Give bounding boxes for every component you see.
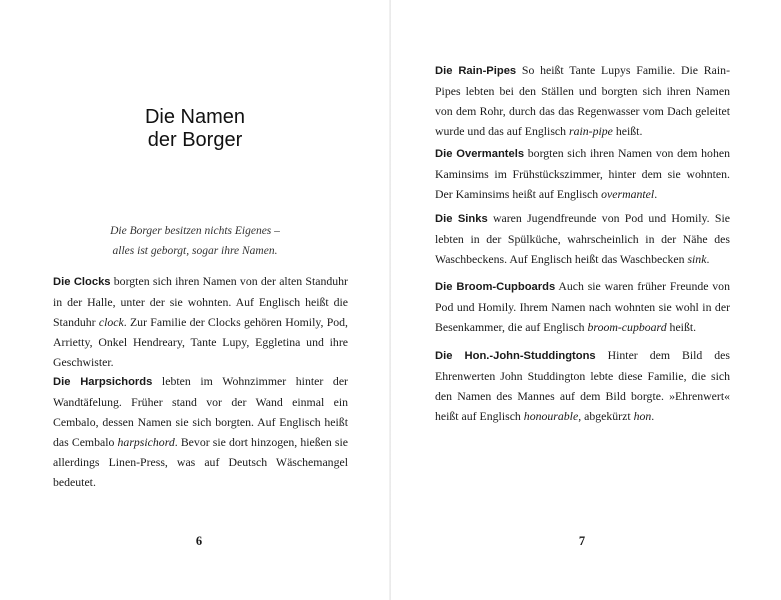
page-title [0, 106, 390, 152]
entry-term: Die Clocks [53, 276, 111, 288]
entry-english-word: rain-pipe [569, 124, 613, 138]
entry-hon-john-studdingtons [435, 345, 730, 426]
entry-text: So heißt Tante Lupys Familie. Die Rain-Pipes lebten bei den Ställen und borgten sich ihren Namen von dem Rohr, durch das das Regenwasser vom Dach geleitet wurde und das auf Englisch [435, 63, 730, 138]
entry-term: Die Rain-Pipes [435, 65, 517, 77]
entry-text: , abgekürzt [578, 409, 634, 423]
entry-english-word: clock [98, 315, 124, 329]
entry-text: . [651, 409, 655, 423]
entry-text: . [654, 187, 658, 201]
entry-harpsichords [53, 371, 348, 492]
entry-term: Die Harpsichords [53, 376, 153, 388]
entry-term: Die Broom-Cupboards [435, 281, 556, 293]
entry-text: borgten sich ihren Namen von dem hohen Kaminsims im Frühstückszimmer, hinter dem sie wohnten. Der Kaminsims heißt auf Englisch [435, 146, 730, 201]
entry-english-abbreviation: hon [633, 409, 652, 423]
entry-english-word: overmantel [601, 187, 655, 201]
entry-broom-cupboards [435, 276, 730, 337]
motto [0, 221, 390, 261]
entry-term: Die Sinks [435, 213, 488, 225]
entry-rain-pipes [435, 60, 730, 141]
motto-line-1: Die Borger besitzen nichts Eigenes – [110, 225, 280, 237]
entry-sinks [435, 208, 730, 269]
entry-text: . Bevor sie dort hinzogen, hießen sie allerdings Linen-Press, was auf Deutsch Wäschemangel bedeutet. [53, 435, 348, 489]
right-page [391, 0, 781, 600]
motto-line-2: alles ist geborgt, sogar ihre Namen. [112, 245, 278, 257]
entry-overmantels [435, 143, 730, 204]
entry-english-word: honourable [523, 409, 579, 423]
entry-text: borgten sich ihren Namen von der alten Standuhr in der Halle, unter der sie wohnten. Auf Englisch heißt die Standuhr [53, 274, 348, 329]
entry-text: Auch sie waren früher Freunde von Pod und Homily. Ihrem Namen nach wohnten sie wohl in der Besenkammer, die auf Englisch [435, 279, 730, 334]
entry-term: Die Overmantels [435, 148, 525, 160]
title-line-1: Die Namen [144, 106, 246, 128]
entry-term: Die Hon.-John-Studdingtons [435, 350, 596, 362]
page-number: 6 [195, 534, 203, 548]
page-number: 7 [578, 534, 586, 548]
entry-text: heißt. [666, 320, 697, 334]
entry-clocks [53, 271, 348, 372]
entry-text: Hinter dem Bild des Ehrenwerten John Studdington lebte diese Familie, die sich den Namen des Mannes auf dem Bild borgte. »Ehrenwert« heißt auf Englisch [435, 348, 730, 423]
title-line-2: der Borger [147, 129, 243, 151]
entry-english-word: sink [687, 252, 707, 266]
entry-english-word: harpsichord [117, 435, 175, 449]
entry-text: heißt. [612, 124, 643, 138]
entry-text: . Zur Familie der Clocks gehören Homily, Pod, Arrietty, Onkel Hendreary, Tante Lupy, Eggletina und ihre Geschwister. [53, 315, 348, 369]
entry-english-word: broom-cupboard [587, 320, 667, 334]
left-page [0, 0, 390, 600]
entry-text: . [706, 252, 710, 266]
entry-text: waren Jugendfreunde von Pod und Homily. Sie lebten in der Spülküche, wahrscheinlich in der Nähe des Waschbeckens. Auf Englisch heißt das Waschbecken [435, 211, 730, 266]
entry-text: lebten im Wohnzimmer hinter der Wandtäfelung. Früher stand vor der Wand einmal ein Cembalo, dessen Namen sie sich borgten. Auf Englisch heißt das Cembalo [53, 374, 348, 449]
